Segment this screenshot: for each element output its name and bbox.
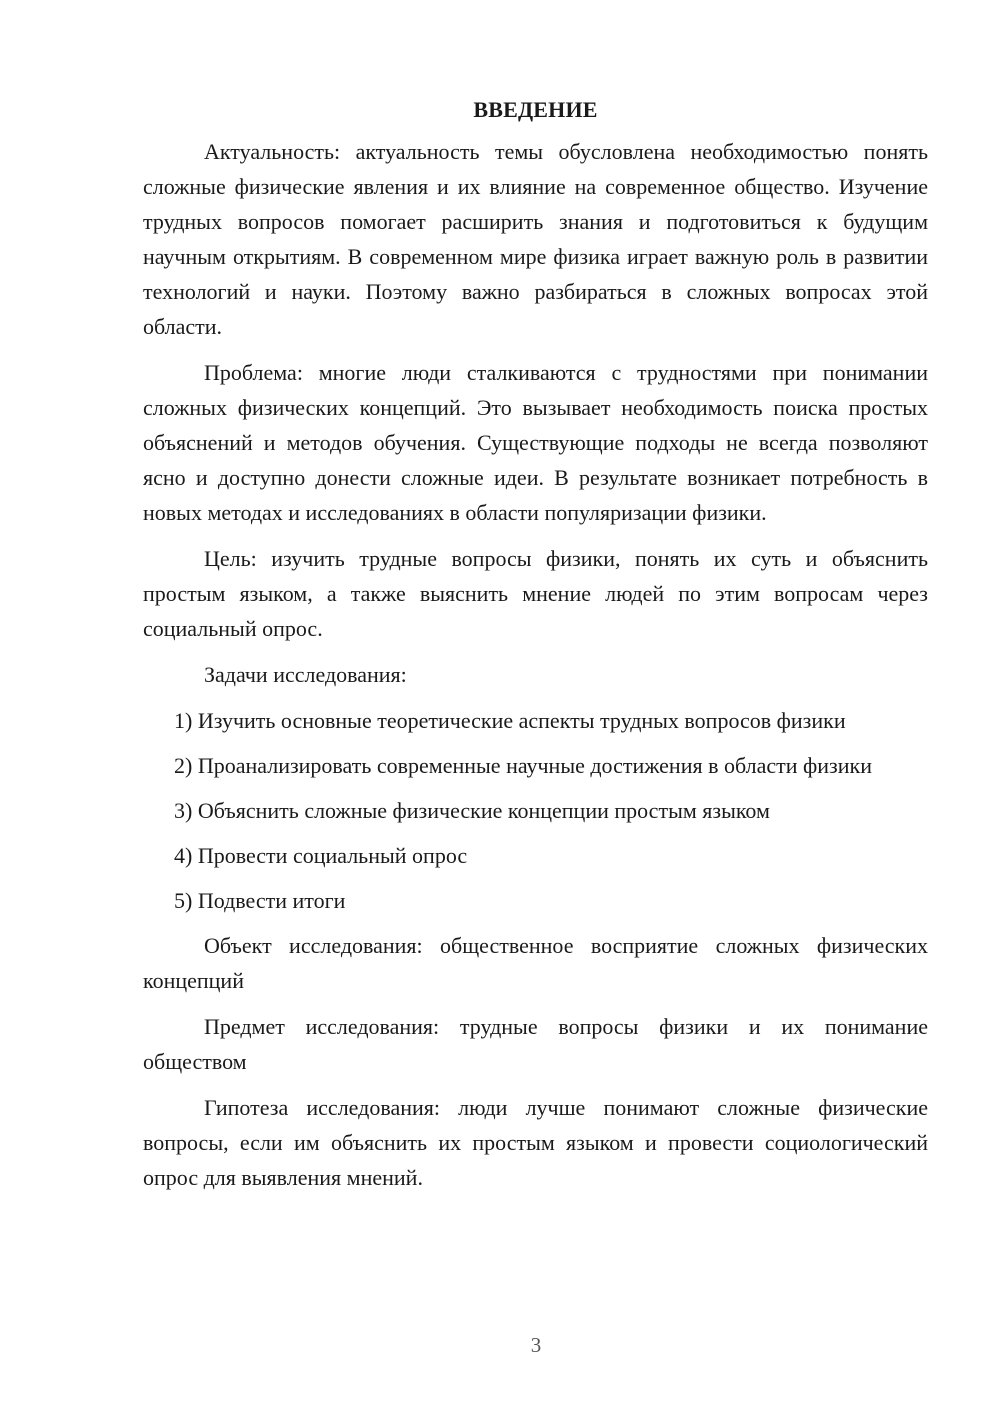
tasks-heading: Задачи исследования: xyxy=(204,662,407,687)
subject-paragraph: Предмет исследования: трудные вопросы физики и их понимание обществом xyxy=(143,1014,928,1074)
hypothesis-paragraph: Гипотеза исследования: люди лучше понимают сложные физические вопросы, если им объяснить их простым языком и провести социологический опрос для выявления мнений. xyxy=(143,1095,928,1190)
relevance-paragraph: Актуальность: актуальность темы обусловлена необходимостью понять сложные физические явления и их влияние на современное общество. Изучение трудных вопросов помогает расширить знания и подготовиться к будущим научным открытиям. В современном мире физика играет важную роль в развитии технологий и науки. Поэтому важно разбираться в сложных вопросах этой области. xyxy=(143,139,928,339)
task-item: 4) Провести социальный опрос xyxy=(174,843,468,868)
object-paragraph: Объект исследования: общественное восприятие сложных физических концепций xyxy=(143,933,928,993)
task-item: 3) Объяснить сложные физические концепции простым языком xyxy=(174,798,770,823)
goal-paragraph: Цель: изучить трудные вопросы физики, понять их суть и объяснить простым языком, а также выяснить мнение людей по этим вопросам через социальный опрос. xyxy=(143,546,928,641)
task-item: 2) Проанализировать современные научные достижения в области физики xyxy=(174,753,872,778)
document-body xyxy=(143,92,928,1206)
task-item: 5) Подвести итоги xyxy=(174,888,346,913)
page-number: 3 xyxy=(530,1333,542,1357)
task-item: 1) Изучить основные теоретические аспекты трудных вопросов физики xyxy=(174,708,846,733)
section-title: ВВЕДЕНИЕ xyxy=(473,97,598,122)
problem-paragraph: Проблема: многие люди сталкиваются с трудностями при понимании сложных физических концепций. Это вызывает необходимость поиска простых объяснений и методов обучения. Существующие подходы не всегда позволяют ясно и доступно донести сложные идеи. В результате возникает потребность в новых методах и исследованиях в области популяризации физики. xyxy=(143,360,928,525)
